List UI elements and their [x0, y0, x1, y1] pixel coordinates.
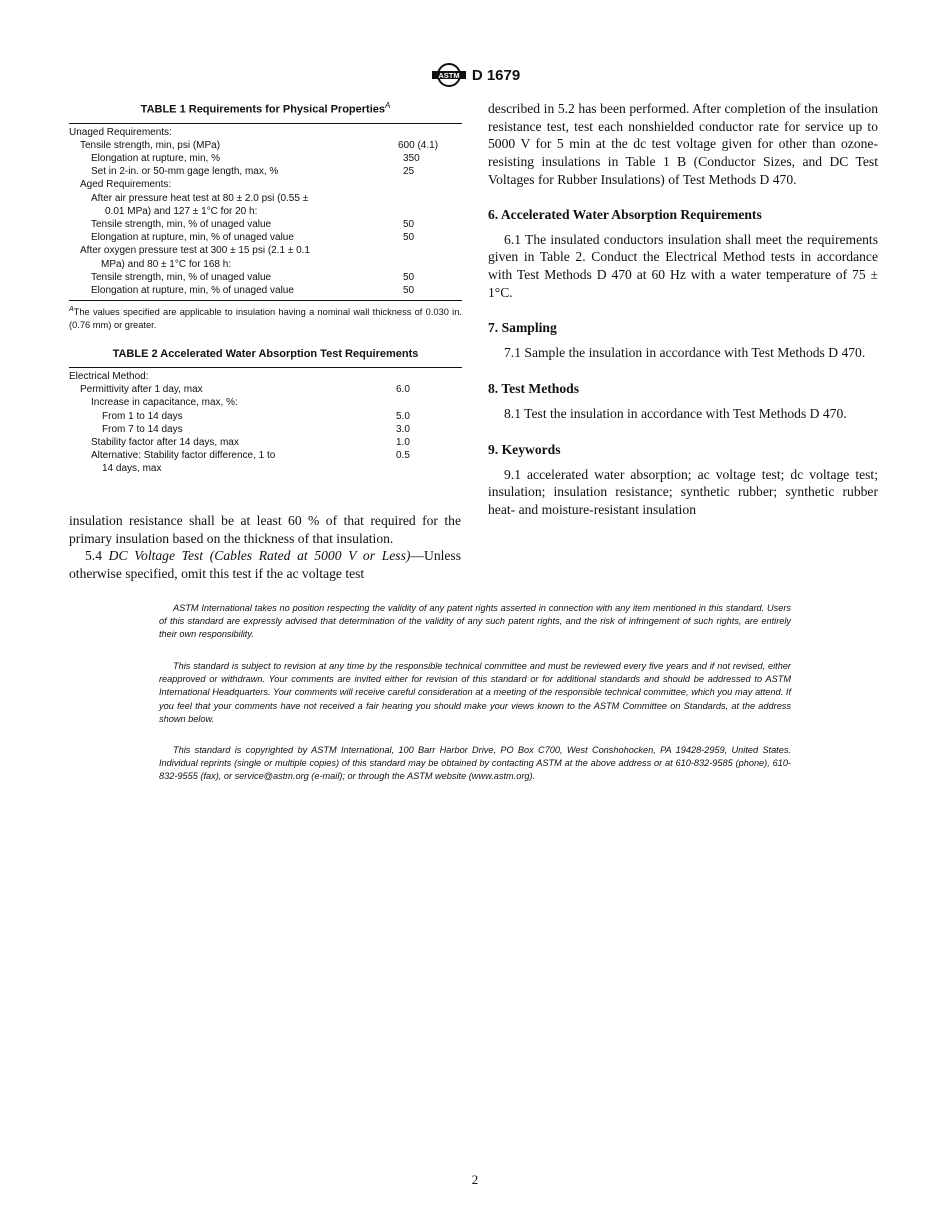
- table-row: [69, 152, 462, 165]
- table-row: [69, 436, 462, 449]
- row-label: From 7 to 14 days: [102, 423, 183, 435]
- section-6-heading: 6. Accelerated Water Absorption Requirements: [488, 206, 762, 222]
- table-2-title: TABLE 2 Accelerated Water Absorption Test Requirements: [112, 348, 419, 360]
- row-label: Elongation at rupture, min, %: [91, 153, 220, 165]
- row-label: Aged Requirements:: [80, 179, 172, 191]
- table-row: [69, 126, 462, 139]
- right-column-text: [488, 100, 878, 519]
- row-label: Stability factor after 14 days, max: [91, 436, 239, 448]
- row-label: Tensile strength, min, % of unaged value: [91, 271, 272, 283]
- row-label: From 1 to 14 days: [102, 410, 183, 422]
- table-1: [69, 99, 462, 331]
- section-8-heading: 8. Test Methods: [488, 381, 580, 397]
- document-number: D 1679: [471, 66, 521, 84]
- row-label: Alternative: Stability factor difference, 1 to: [91, 450, 276, 462]
- row-value: 50: [403, 218, 415, 230]
- section-9-heading: 9. Keywords: [488, 441, 561, 457]
- row-label: After oxygen pressure test at 300 ± 15 psi (2.1 ± 0.1: [80, 245, 310, 257]
- table-row: [69, 462, 462, 475]
- notice-copyright: This standard is copyrighted by ASTM International, 100 Barr Harbor Drive, PO Box C700, West Conshohocken, PA 19428-2959, United States. Individual reprints (single or multiple copies) of this standard may be obtained by contacting ASTM at the above address or at 610-832-9585 (phone), 610-832-9555 (fax), or service@astm.org (e-mail); or through the ASTM website (www.astm.org).: [159, 745, 791, 782]
- row-label: Electrical Method:: [69, 371, 149, 382]
- table-1-body: [69, 124, 462, 297]
- row-label: Elongation at rupture, min, % of unaged value: [91, 284, 294, 296]
- row-label: MPa) and 80 ± 1°C for 168 h:: [101, 258, 232, 270]
- row-value: 600 (4.1): [398, 139, 439, 151]
- section-7-heading: 7. Sampling: [488, 320, 557, 336]
- row-label: Elongation at rupture, min, % of unaged value: [91, 232, 294, 244]
- astm-logo-icon: [430, 62, 468, 88]
- row-value: 5.0: [396, 410, 410, 422]
- table-row: [69, 370, 462, 383]
- page-header: [0, 62, 950, 88]
- table-row: [69, 396, 462, 409]
- row-value: 1.0: [396, 436, 410, 448]
- table-2-body: [69, 368, 462, 476]
- notice-patent: ASTM International takes no position respecting the validity of any patent rights asserted in connection with any item mentioned in this standard. Users of this standard are expressly advised that determination of the validity of any such patent rights, and the risk of infringement of such rights, are entirely their own responsibility.: [159, 603, 791, 640]
- row-label: Permittivity after 1 day, max: [80, 384, 203, 396]
- notice-revision: This standard is subject to revision at any time by the responsible technical committee and must be reviewed every five years and if not revised, either reapproved or withdrawn. Your comments are invited either for revision of this standard or for additional standards and should be addressed to ASTM International Headquarters. Your comments will receive careful consideration at a meeting of the responsible technical committee, which you may attend. If you feel that your comments have not received a fair hearing you should make your views known to the ASTM Committee on Standards, at the address shown below.: [159, 661, 791, 724]
- table-row: [69, 205, 462, 218]
- row-label: Set in 2-in. or 50-mm gage length, max, %: [91, 166, 279, 178]
- table-row: [69, 383, 462, 396]
- table-2: [69, 347, 462, 476]
- page-number: 2: [471, 1172, 479, 1187]
- paragraph-continued-right: described in 5.2 has been performed. After completion of the insulation resistance test, test each nonshielded conductor rate for service up to 5000 V for 5 min at the dc test voltage given for other than ozone-resisting insulations in Table 1 B (Conductor Sizes, and DC Test Voltages for Rubber Insulations) of Test Methods D 470.: [488, 101, 878, 187]
- paragraph-5-4-title: DC Voltage Test (Cables Rated at 5000 V or Less): [108, 548, 411, 564]
- table-row: [69, 192, 462, 205]
- svg-text:ASTM: ASTM: [438, 70, 460, 80]
- section-7-body: 7.1 Sample the insulation in accordance with Test Methods D 470.: [504, 345, 866, 361]
- table-row: [69, 165, 462, 178]
- table-row: [69, 139, 462, 152]
- table-row: [69, 284, 462, 297]
- row-label: After air pressure heat test at 80 ± 2.0 psi (0.55 ±: [91, 192, 309, 204]
- paragraph-continued: insulation resistance shall be at least 60 % of that required for the primary insulation based on the thickness of that insulation.: [69, 513, 461, 546]
- section-9-body: 9.1 accelerated water absorption; ac voltage test; dc voltage test; insulation; insulation resistance; synthetic rubber; synthetic rubber heat- and moisture-resistant insulation: [488, 466, 878, 518]
- row-value: 350: [403, 153, 420, 165]
- row-value: 6.0: [396, 384, 410, 396]
- table-row: [69, 449, 462, 462]
- left-column-text: [69, 512, 461, 583]
- table-row: [69, 244, 462, 257]
- row-value: 50: [403, 271, 415, 283]
- row-value: 0.5: [396, 450, 410, 462]
- row-label: Tensile strength, min, % of unaged value: [91, 218, 272, 230]
- row-label: Unaged Requirements:: [69, 126, 172, 138]
- row-value: 3.0: [396, 423, 410, 435]
- table-1-footnote: $^A$The values specified are applicable to insulation having a nominal wall thickness of 0.030 in. (0.76 mm) or greater.: [69, 306, 462, 330]
- table-row: [69, 271, 462, 284]
- row-label: Increase in capacitance, max, %:: [91, 397, 238, 409]
- row-value: 50: [403, 232, 415, 244]
- section-6-body: 6.1 The insulated conductors insulation shall meet the requirements given in Table 2. Conduct the Electrical Method tests in accordance with Test Methods D 470 at 60 Hz with a water temperature of 75 ± 1°C.: [488, 231, 878, 300]
- table-1-title: TABLE 1 Requirements for Physical Properties$^A$: [140, 101, 391, 116]
- section-8-body: 8.1 Test the insulation in accordance with Test Methods D 470.: [504, 406, 847, 422]
- paragraph-5-4: 5.4 DC Voltage Test (Cables Rated at 5000 V or Less)—Unless otherwise specified, omit this test if the ac voltage test: [69, 548, 462, 582]
- table-row: [69, 423, 462, 436]
- table-row: [69, 258, 462, 271]
- table-row: [69, 178, 462, 191]
- table-row: [69, 231, 462, 244]
- row-label: 14 days, max: [102, 463, 162, 475]
- table-1-title-note: A: [384, 101, 391, 110]
- row-value: 50: [403, 284, 415, 296]
- row-label: 0.01 MPa) and 127 ± 1°C for 20 h:: [105, 205, 258, 217]
- row-label: Tensile strength, min, psi (MPa): [80, 139, 221, 151]
- table-row: [69, 218, 462, 231]
- table-row: [69, 410, 462, 423]
- row-value: 25: [403, 166, 415, 178]
